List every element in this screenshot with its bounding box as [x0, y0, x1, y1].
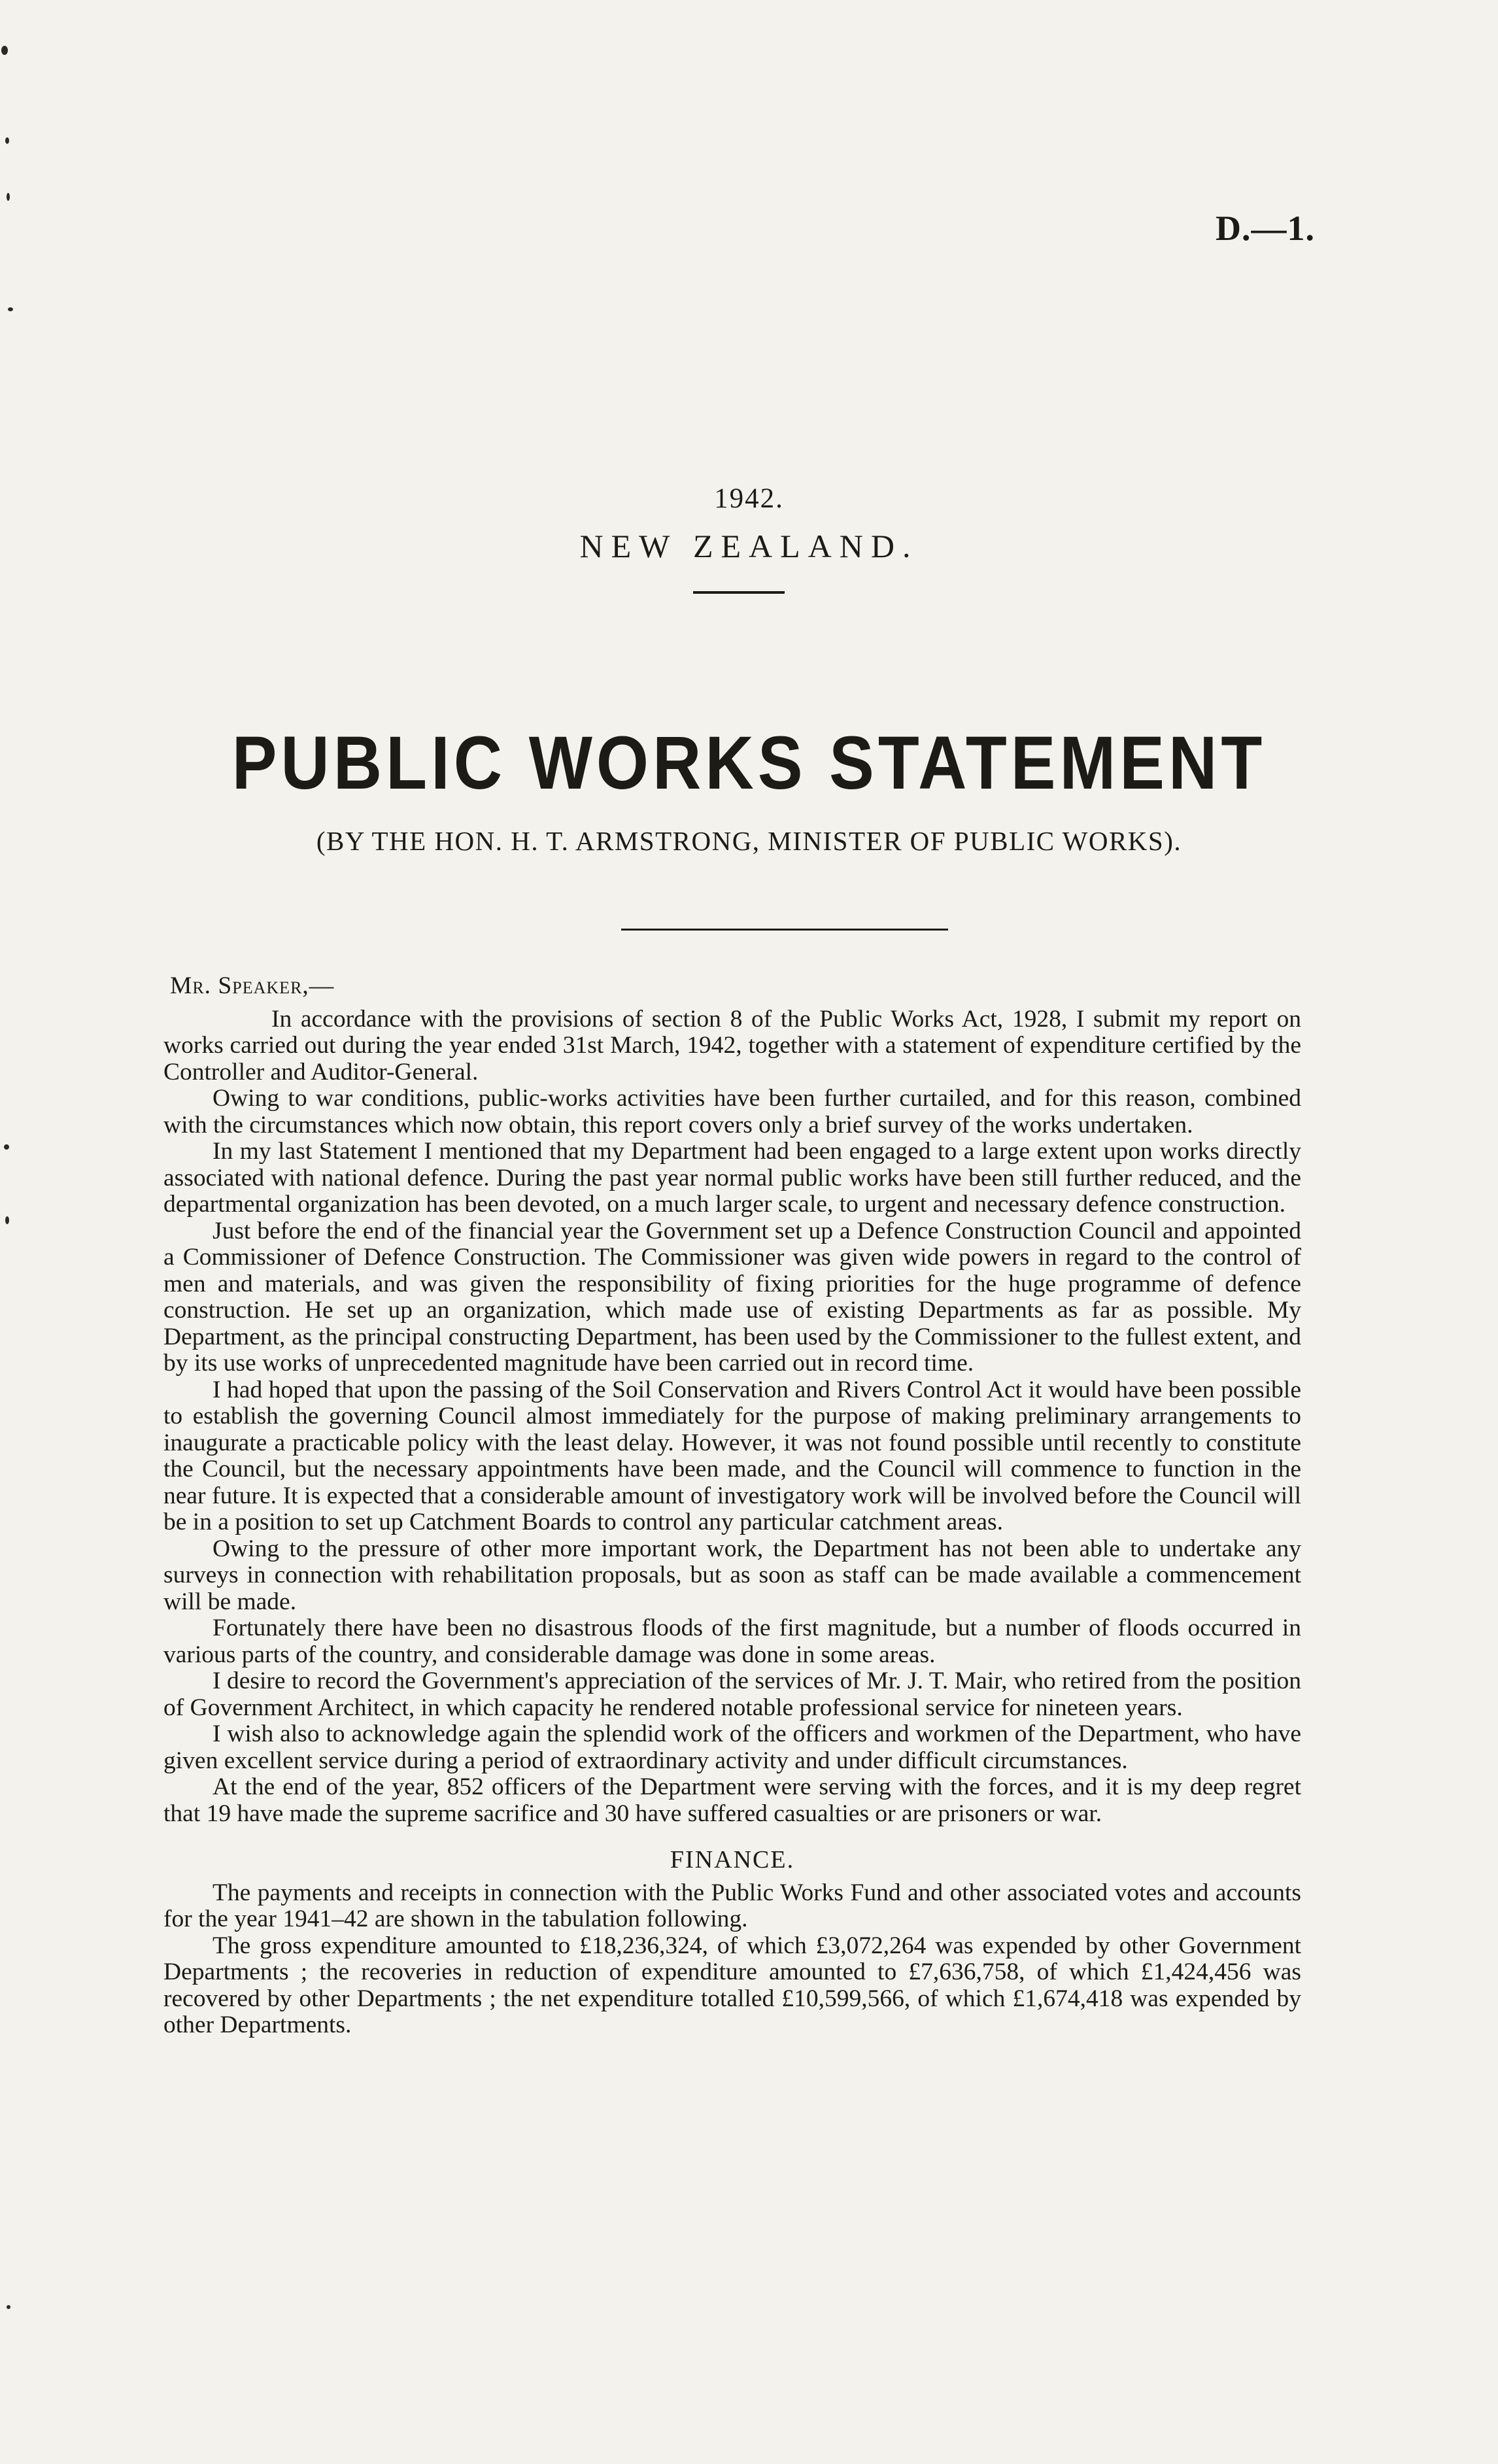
finance-paragraph: The payments and receipts in connection with the Public Works Fund and other associated votes and accounts for the year 1941–42 are shown in the tabulation following. [163, 1879, 1301, 1932]
divider-short [693, 591, 785, 594]
paragraph: I wish also to acknowledge again the splendid work of the officers and workmen of the Department, who have given excellent service during a period of extraordinary activity and under difficult circumstances. [163, 1720, 1301, 1774]
salutation: Mr. Speaker,— [170, 972, 335, 999]
document-reference: D.—1. [1216, 209, 1315, 248]
finance-heading: FINANCE. [670, 1846, 795, 1874]
page-subtitle: (BY THE HON. H. T. ARMSTRONG, MINISTER OF PUBLIC WORKS). [316, 826, 1182, 856]
statement-body [163, 973, 1301, 2039]
paragraph: Owing to the pressure of other more important work, the Department has not been able to undertake any surveys in connection with rehabilitation proposals, but as soon as staff can be made available a commencement will be made. [163, 1535, 1301, 1615]
paragraph: At the end of the year, 852 officers of the Department were serving with the forces, and it is my deep regret that 19 have made the supreme sacrifice and 30 have suffered casualties or are prisoners or war. [163, 1773, 1301, 1827]
paragraph: Owing to war conditions, public-works activities have been further curtailed, and for this reason, combined with the circumstances which now obtain, this report covers only a brief survey of the works undertaken. [163, 1085, 1301, 1138]
scan-speck [8, 307, 13, 311]
paragraph: Fortunately there have been no disastrous floods of the first magnitude, but a number of floods occurred in various parts of the country, and considerable damage was done in some areas. [163, 1615, 1301, 1668]
paragraph: In accordance with the provisions of section 8 of the Public Works Act, 1928, I submit my report on works carried out during the year ended 31st March, 1942, together with a statement of expenditure certified by the Controller and Auditor-General. [163, 1005, 1301, 1086]
scan-speck [1, 46, 8, 55]
paragraph: Just before the end of the financial year the Government set up a Defence Construction Council and appointed a Commissioner of Defence Construction. The Commissioner was given wide powers in regard to the control of men and materials, and was given the responsibility of fixing priorities for the huge programme of defence construction. He set up an organization, which made use of existing Departments as far as possible. My Department, as the principal constructing Department, has been used by the Commissioner to the fullest extent, and by its use works of unprecedented magnitude have been carried out in record time. [163, 1217, 1301, 1377]
scan-speck [7, 2305, 10, 2309]
paragraph: I had hoped that upon the passing of the Soil Conservation and Rivers Control Act it would have been possible to establish the governing Council almost immediately for the purpose of making preliminary arrangements to inaugurate a practicable policy with the least delay. However, it was not found possible until recently to constitute the Council, but the necessary appointments have been made, and the Council will commence to function in the near future. It is expected that a considerable amount of investigatory work will be involved before the Council will be in a position to set up Catchment Boards to control any particular catchment areas. [163, 1376, 1301, 1535]
page-title: PUBLIC WORKS STATEMENT [231, 721, 1267, 805]
scan-speck [5, 1216, 9, 1224]
document-year: 1942. [714, 483, 784, 514]
country-heading: NEW ZEALAND. [579, 528, 919, 564]
scan-speck [5, 137, 9, 144]
scan-speck [7, 193, 10, 201]
divider-long [621, 929, 948, 931]
paragraph: I desire to record the Government's appreciation of the services of Mr. J. T. Mair, who retired from the position of Government Architect, in which capacity he rendered notable professional service for nineteen years. [163, 1668, 1301, 1721]
scan-speck [4, 1144, 9, 1150]
paragraph: In my last Statement I mentioned that my Department had been engaged to a large extent upon works directly associated with national defence. During the past year normal public works have been still further reduced, and the departmental organization has been devoted, on a much larger scale, to urgent and necessary defence construction. [163, 1138, 1301, 1218]
finance-paragraph: The gross expenditure amounted to £18,236,324, of which £3,072,264 was expended by other Government Departments ; the recoveries in reduction of expenditure amounted to £7,636,758, of which £1,424,456 was recovered by other Departments ; the net expenditure totalled £10,599,566, of which £1,674,418 was expended by other Departments. [163, 1932, 1301, 2038]
